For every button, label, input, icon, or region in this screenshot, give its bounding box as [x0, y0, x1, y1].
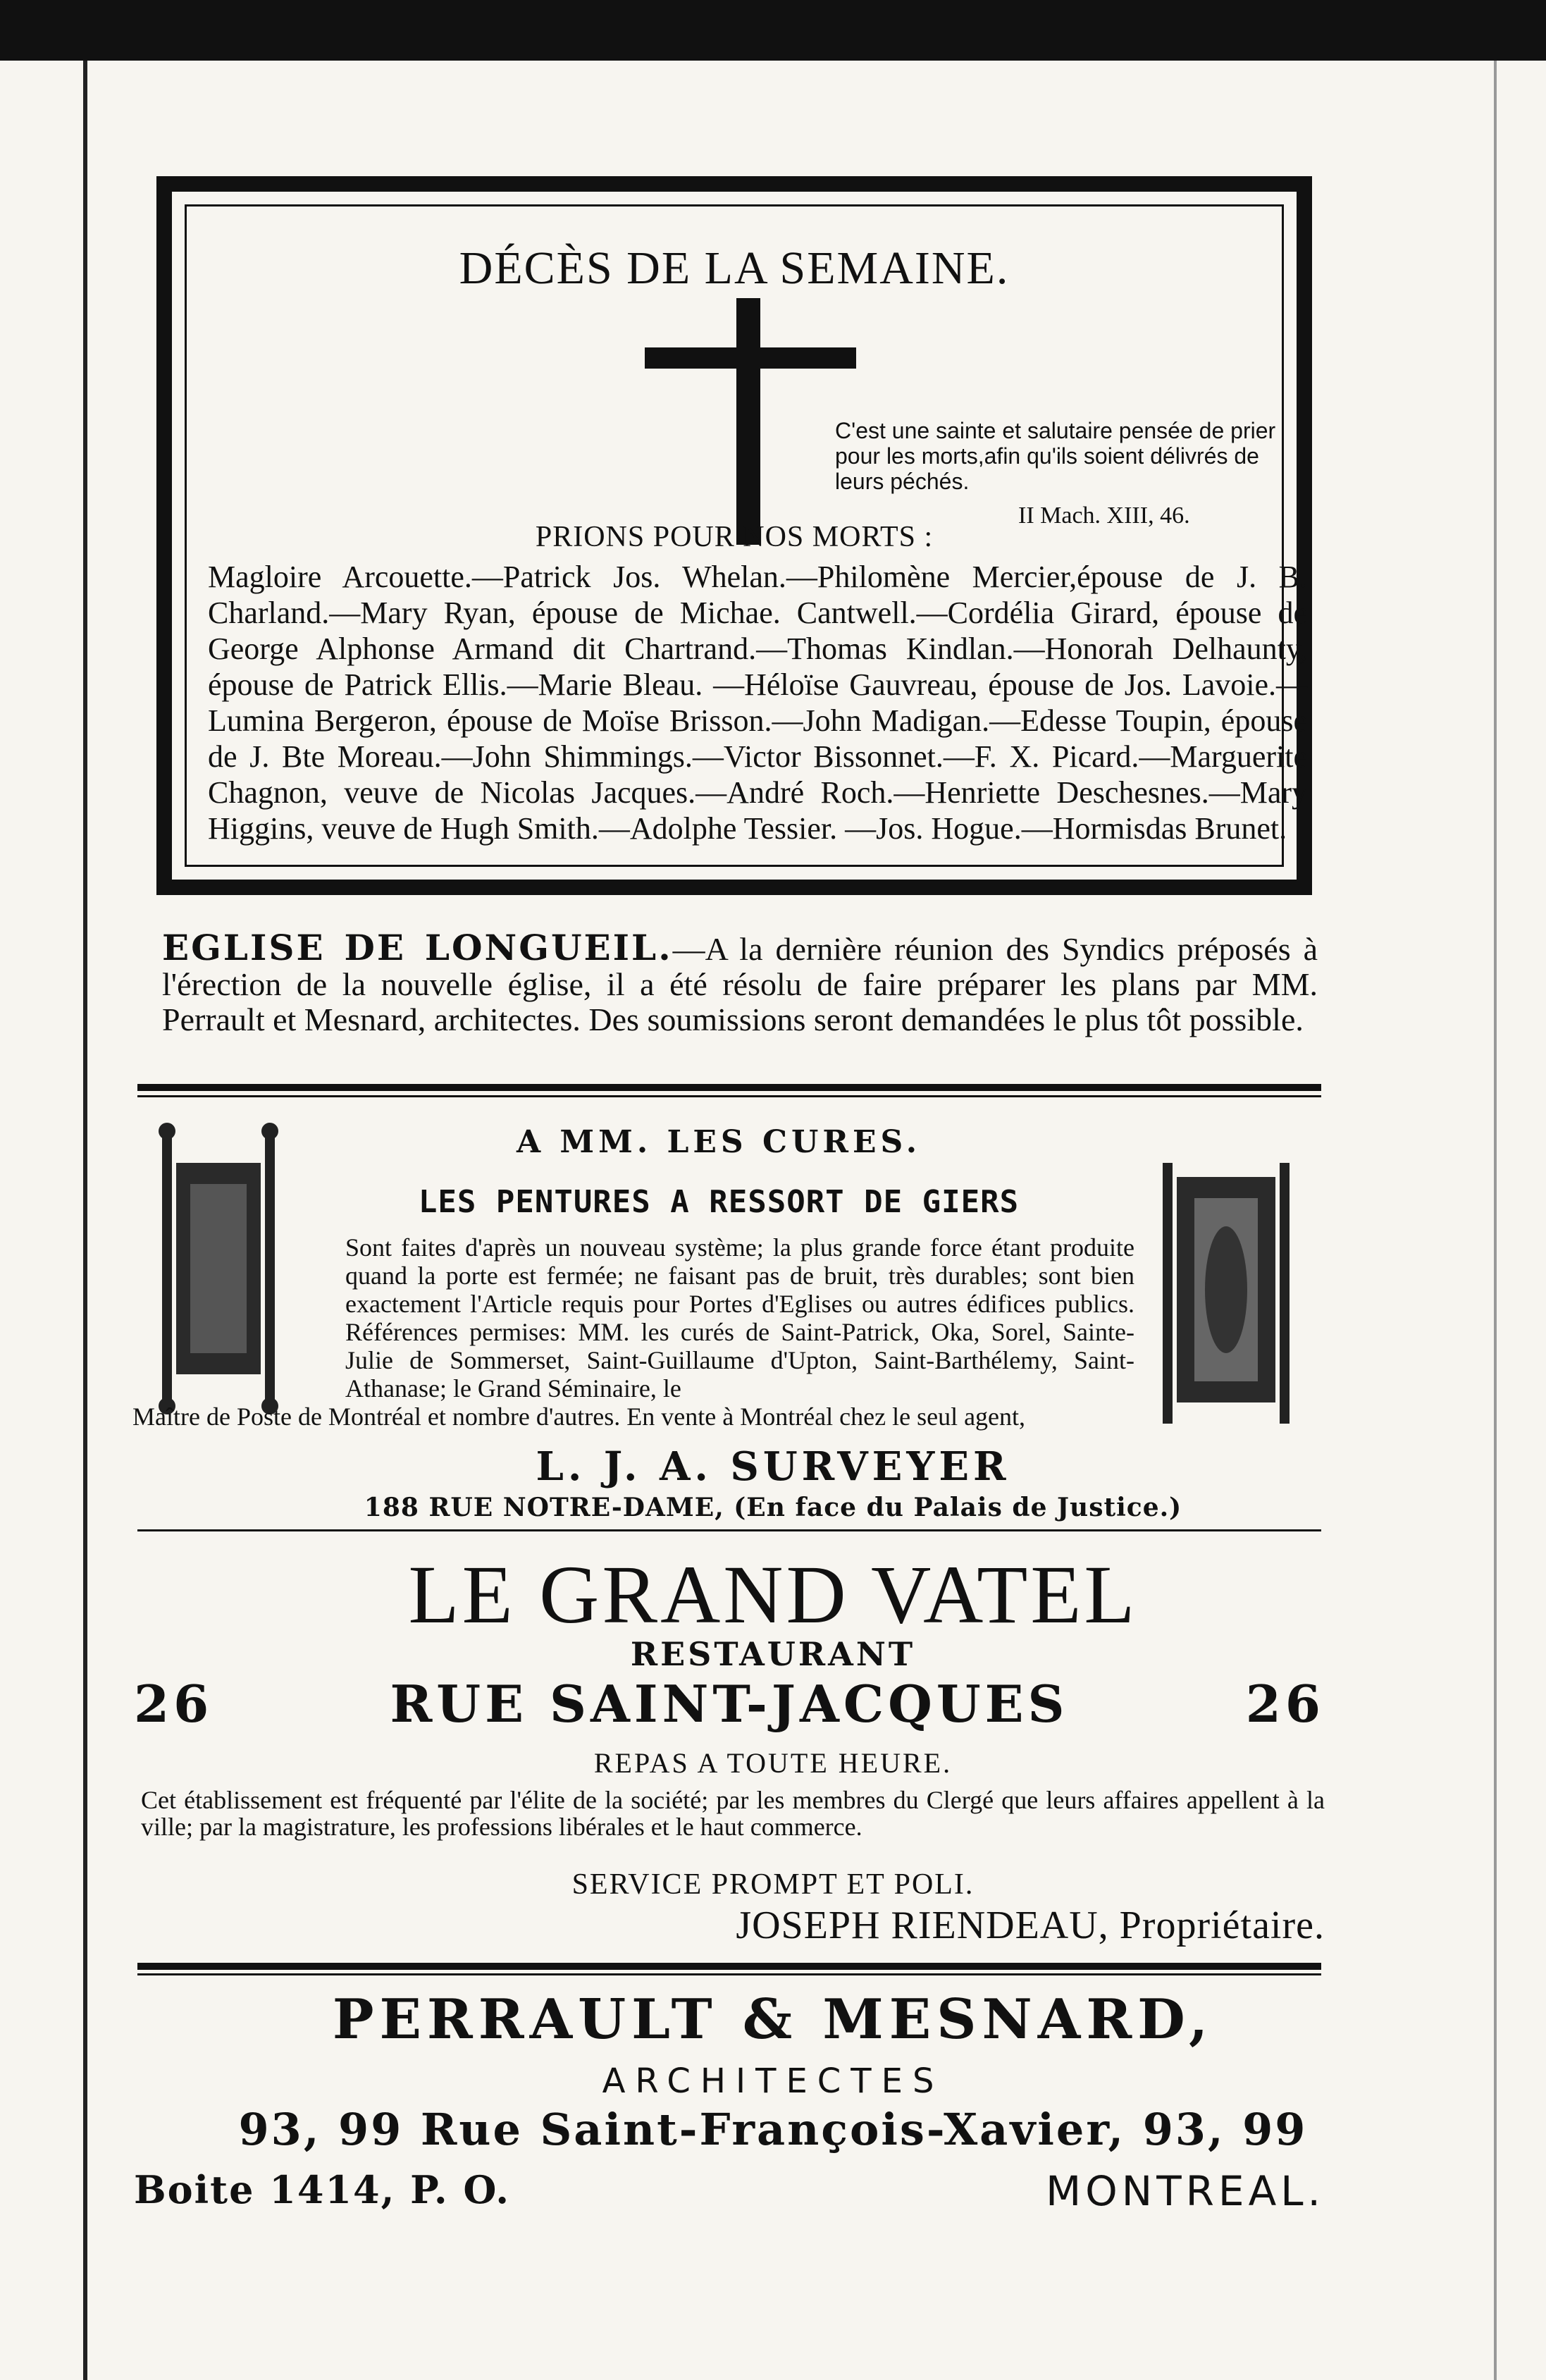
vatel-ad-hours: REPAS A TOUTE HEURE. [593, 1747, 953, 1779]
longueuil-text: —A la dernière réunion des Syndics préposés à l'érection de la nouvelle église, il a été résolu de faire préparer les plans par MM. Perrault et Mesnard, architectes. Des soumissions seront demandées le plus tôt possible. [162, 931, 1318, 1037]
cures-ad-subheading: LES PENTURES A RESSORT DE GIERS [418, 1184, 1020, 1220]
perrault-ad-postbox: Boite 1414, P. O. [134, 2167, 511, 2212]
door-hinge-illustration-right [1156, 1142, 1297, 1438]
cross-icon-bar [645, 347, 856, 369]
obituary-names: Magloire Arcouette.—Patrick Jos. Whelan.—Philomène Mercier,épouse de J. B. Charland.—Mary Ryan, épouse de Michae. Cantwell.—Cordélia Girard, épouse de George Alphonse Armand dit Chartrand.—Thomas Kindlan.—Honorah Delhaunty, épouse de Patrick Ellis.—Marie Bleau. —Héloïse Gauvreau, épouse de Jos. Lavoie.—Lumina Bergeron, épouse de Moïse Brisson.—John Madigan.—Edesse Toupin, épouse de J. Bte Moreau.—John Shimmings.—Victor Bissonnet.—F. X. Picard.—Marguerite Chagnon, veuve de Nicolas Jacques.—André Roch.—Henriette Deschesnes.—Mary Higgins, veuve de Hugh Smith.—Adolphe Tessier. —Jos. Hogue.—Hormisdas Brunet. [208, 560, 1307, 846]
cross-icon [736, 298, 760, 545]
vatel-ad-subtitle: RESTAURANT [630, 1635, 916, 1673]
cures-ad-heading: A MM. LES CURES. [516, 1124, 922, 1160]
vatel-address-street: RUE SAINT-JACQUES [390, 1674, 1069, 1734]
vatel-ad-address [134, 1674, 1325, 1734]
divider-rule [137, 1973, 1321, 1975]
divider-rule [137, 1529, 1321, 1531]
perrault-ad-subtitle: ARCHITECTES [602, 2061, 944, 2101]
door-hinge-illustration-left [148, 1121, 289, 1417]
divider-rule [137, 1095, 1321, 1097]
vatel-ad-body: Cet établissement est fréquenté par l'élite de la société; par les membres du Clergé que leurs affaires appellent à la ville; par la magistrature, les professions libérales et le haut commerce. [141, 1786, 1325, 1841]
obituary-inner-frame [185, 204, 1307, 867]
longueuil-notice [162, 927, 1318, 1037]
vatel-address-number-right: 26 [1245, 1674, 1325, 1734]
cures-ad-agent-address: 188 RUE NOTRE-DAME, (En face du Palais de Justice.) [364, 1493, 1182, 1522]
cures-ad-body: Sont faites d'après un nouveau système; la plus grande force étant produite quand la porte est fermée; ne faisant pas de bruit, très durables; sont bien exactement l'Article requis pour Portes d'Eglises ou autres édifices publics. Références permises: MM. les curés de Saint-Patrick, Oka, Sorel, Sainte-Julie de Sommerset, Saint-Guillaume d'Upton, Saint-Barthélemy, Saint-Athanase; le Grand Séminaire, le [345, 1233, 1134, 1402]
perrault-ad-city: MONTREAL. [1046, 2167, 1325, 2215]
obituary-verse-reference: II Mach. XIII, 46. [1018, 502, 1190, 529]
obituary-title: DÉCÈS DE LA SEMAINE. [459, 242, 1010, 294]
perrault-ad-title: PERRAULT & MESNARD, [332, 1987, 1214, 2052]
longueuil-heading: EGLISE DE LONGUEIL. [162, 927, 673, 968]
divider-rule [137, 1963, 1321, 1970]
obituary-prayer-heading: PRIONS POUR NOS MORTS : [535, 521, 934, 553]
cures-ad-agent-name: L. J. A. SURVEYER [536, 1443, 1010, 1490]
obituary-verse: C'est une sainte et salutaire pensée de prier pour les morts,afin qu'ils soient délivrés de leurs péchés. [835, 418, 1276, 494]
vatel-ad-title: LE GRAND VATEL [408, 1548, 1138, 1641]
divider-rule [137, 1084, 1321, 1091]
scan-top-border [0, 0, 1546, 61]
vatel-address-number-left: 26 [134, 1674, 214, 1734]
cures-ad-body-last-line: Maître de Poste de Montréal et nombre d'autres. En vente à Montréal chez le seul agent, [132, 1402, 1026, 1431]
obituary-box [156, 176, 1312, 895]
vatel-ad-proprietor: JOSEPH RIENDEAU, Propriétaire. [736, 1904, 1325, 1947]
perrault-ad-address: 93, 99 Rue Saint-François-Xavier, 93, 99 [238, 2104, 1308, 2155]
vatel-ad-service: SERVICE PROMPT ET POLI. [571, 1868, 975, 1901]
